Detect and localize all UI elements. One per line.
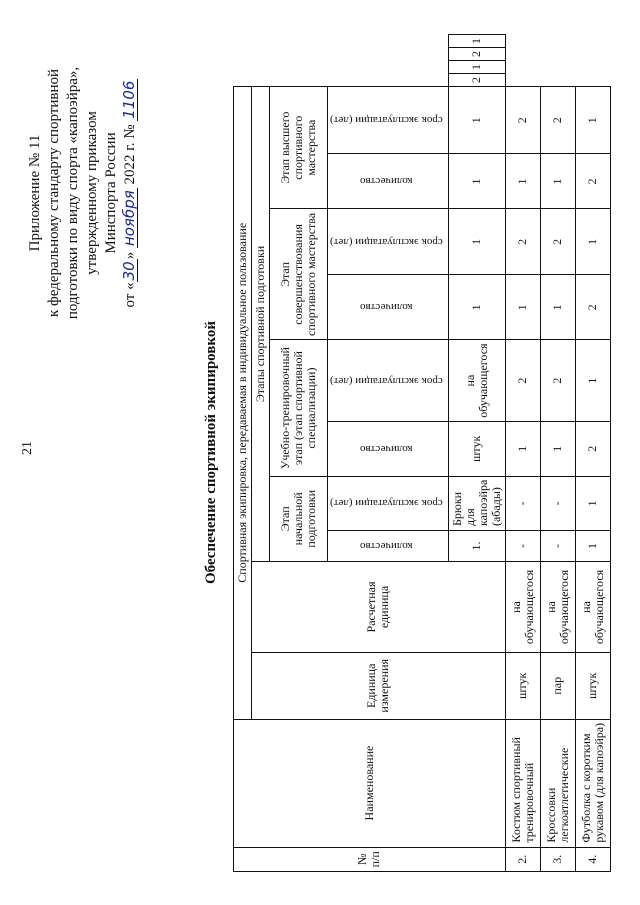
row-stage2-qty: 1 — [505, 421, 540, 476]
row-stage1-term: 1 — [448, 209, 505, 275]
row-stage3-qty: 2 — [575, 275, 610, 340]
appendix-line: подготовки по виду спорта «капоэйра», — [65, 66, 81, 320]
row-num: 2. — [505, 847, 540, 871]
appendix-header — [26, 28, 140, 358]
row-stage2-qty: 2 — [575, 421, 610, 476]
row-stage4-term: 2 — [540, 87, 575, 154]
header-stage-initial: Этап начальной подготовки — [270, 476, 328, 561]
row-stage4-qty: 2 — [575, 154, 610, 209]
header-personal-use: Спортивная экипировка, передаваемая в индивидуальное пользование — [234, 87, 252, 720]
appendix-line: утвержденному приказом — [84, 111, 100, 275]
appendix-line: Минспорта России — [103, 132, 119, 254]
row-num: 1. — [448, 531, 505, 562]
appendix-line: к федеральному стандарту спортивной — [46, 68, 62, 318]
header-qty: количество — [328, 275, 449, 340]
row-stage4-qty: 1 — [505, 154, 540, 209]
row-name: Футболка с коротким рукавом (для капоэйра) — [575, 719, 610, 847]
page-number: 21 — [20, 441, 35, 455]
header-name: Наименование — [234, 719, 506, 847]
document-title: Обеспечение спортивной экипировкой — [203, 321, 219, 585]
row-stage2-term: 1 — [575, 340, 610, 421]
row-stage1-term: 1 — [575, 476, 610, 530]
row-unit: пар — [540, 653, 575, 719]
order-day-handwritten: 30 — [120, 261, 138, 281]
row-stage2-qty: 1 — [540, 421, 575, 476]
row-stage2-term: 1 — [448, 87, 505, 154]
table-row — [505, 35, 540, 872]
header-term: срок эксплуатации (лет) — [328, 476, 449, 530]
order-number-handwritten: 1106 — [120, 80, 138, 119]
header-stage-improvement: Этап совершенствования спортивного мастерства — [270, 209, 328, 340]
row-stage3-qty: 2 — [448, 74, 505, 87]
row-stage2-qty: 1 — [448, 154, 505, 209]
row-name: Костюм спортивный тренировочный — [505, 719, 540, 847]
row-stage4-term: 1 — [448, 35, 505, 48]
row-stage2-term: 2 — [540, 340, 575, 421]
header-stage-highest: Этап высшего спортивного мастерства — [270, 87, 328, 209]
row-stage1-qty: 1 — [575, 531, 610, 562]
row-calc-unit: на обучающегося — [448, 340, 505, 421]
row-stage3-term: 2 — [540, 209, 575, 275]
appendix-title: Приложение № 11 — [27, 134, 43, 252]
row-name: Брюки для капоэйра (абады) — [448, 476, 505, 530]
header-unit: Единица измерения — [252, 653, 506, 719]
row-stage3-qty: 1 — [540, 275, 575, 340]
row-stage3-qty: 1 — [505, 275, 540, 340]
header-stages: Этапы спортивной подготовки — [252, 87, 270, 562]
table-row — [575, 35, 610, 872]
order-prefix: от « — [122, 282, 138, 308]
order-year: 2022 г. № — [122, 120, 138, 189]
order-month-handwritten: ноября — [120, 190, 138, 247]
row-stage2-term: 2 — [505, 340, 540, 421]
row-stage4-term: 1 — [575, 87, 610, 154]
header-stage-training: Учебно-тренировочный этап (этап спортивной специализации) — [270, 340, 328, 476]
row-stage1-qty: - — [540, 531, 575, 562]
header-qty: количество — [328, 154, 449, 209]
row-stage3-term: 1 — [575, 209, 610, 275]
row-calc-unit: на обучающегося — [505, 561, 540, 652]
equipment-table — [233, 34, 611, 872]
header-calc-unit: Расчетная единица — [252, 561, 506, 652]
row-stage1-term: - — [540, 476, 575, 530]
header-term: срок эксплуатации (лет) — [328, 209, 449, 275]
order-mid: » — [122, 248, 138, 260]
row-unit: штук — [448, 421, 505, 476]
table-row — [540, 35, 575, 872]
row-num: 4. — [575, 847, 610, 871]
row-name: Кроссовки легкоатлетические — [540, 719, 575, 847]
row-stage1-qty: - — [505, 531, 540, 562]
row-stage1-qty: 1 — [448, 275, 505, 340]
header-term: срок эксплуатации (лет) — [328, 87, 449, 154]
row-num: 3. — [540, 847, 575, 871]
row-calc-unit: на обучающегося — [540, 561, 575, 652]
header-qty: количество — [328, 421, 449, 476]
row-stage4-term: 2 — [505, 87, 540, 154]
header-qty: количество — [328, 531, 449, 562]
row-stage3-term: 2 — [505, 209, 540, 275]
row-unit: штук — [575, 653, 610, 719]
header-num: № п/п — [234, 847, 506, 871]
row-unit: штук — [505, 653, 540, 719]
header-term: срок эксплуатации (лет) — [328, 340, 449, 421]
row-stage3-term: 1 — [448, 61, 505, 74]
row-stage4-qty: 2 — [448, 48, 505, 61]
order-reference — [121, 28, 140, 358]
row-stage1-term: - — [505, 476, 540, 530]
row-calc-unit: на обучающегося — [575, 561, 610, 652]
row-stage4-qty: 1 — [540, 154, 575, 209]
